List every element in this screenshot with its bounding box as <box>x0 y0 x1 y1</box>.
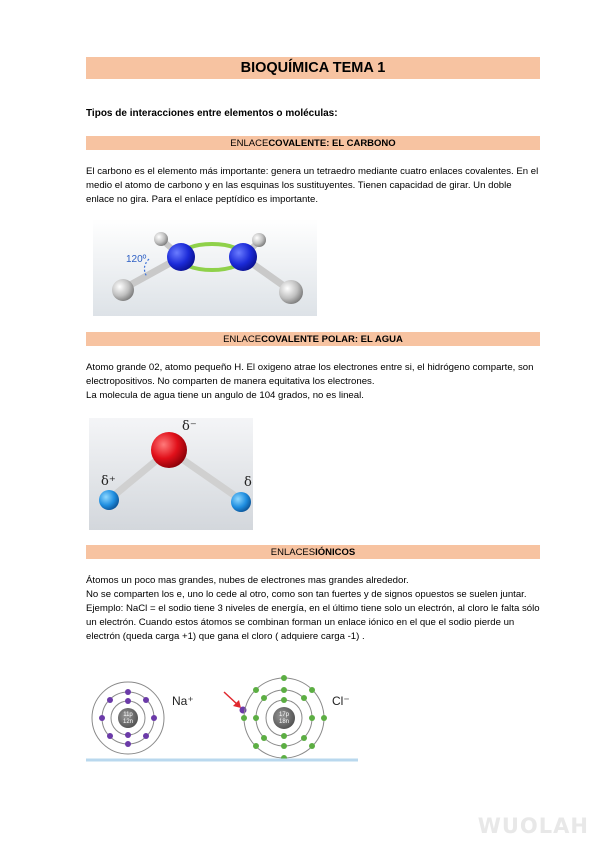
electron <box>253 743 259 749</box>
substituent-atom <box>252 233 266 247</box>
electron <box>301 735 307 741</box>
electron <box>151 715 157 721</box>
nucleus-neutrons: 12n <box>122 719 134 725</box>
section-band-ionicos <box>86 545 540 559</box>
section-text-covalente <box>86 165 542 207</box>
substituent-atom <box>112 279 134 301</box>
electron <box>309 715 315 721</box>
page-title-text: BIOQUÍMICA TEMA 1 <box>240 60 386 76</box>
ionic-bond-figure <box>86 672 358 762</box>
figure-background <box>93 219 317 316</box>
carbon-double-bond-figure <box>93 219 317 316</box>
electron <box>107 733 113 739</box>
section-band-agua <box>86 332 540 346</box>
sodium-atom <box>92 682 164 754</box>
electron <box>253 715 259 721</box>
nucleus-protons: 11p <box>123 712 133 718</box>
hydrogen-atom <box>99 490 119 510</box>
electron <box>309 687 315 693</box>
nucleus-neutrons: 18n <box>278 719 290 725</box>
electron <box>143 733 149 739</box>
electron <box>241 715 247 721</box>
section-text-agua <box>86 361 542 403</box>
electron <box>107 697 113 703</box>
water-molecule-figure <box>89 418 253 530</box>
hydrogen-charge-label-right: δ <box>244 475 252 490</box>
hydrogen-atom <box>231 492 251 512</box>
section-band-bold: COVALENTE: EL CARBONO <box>268 137 396 149</box>
sodium-ion-label: Na⁺ <box>172 694 194 708</box>
electron <box>309 743 315 749</box>
hydrogen-charge-label-left: δ⁺ <box>101 474 116 489</box>
angle-label: 120º <box>126 254 147 265</box>
chlorine-atom <box>241 675 327 761</box>
chloride-ion-label: Cl⁻ <box>332 694 350 708</box>
electron <box>125 732 131 738</box>
section-band-bold: IÓNICOS <box>315 546 356 558</box>
carbon-atom <box>167 243 195 271</box>
transfer-arrow <box>224 692 238 705</box>
section-band-prefix: ENLACE <box>230 137 269 149</box>
electron <box>253 687 259 693</box>
electron <box>281 743 287 749</box>
electron <box>125 689 131 695</box>
nucleus <box>118 708 138 728</box>
oxygen-atom <box>151 432 187 468</box>
paragraph: La molecula de agua tiene un angulo de 104 grados, no es lineal. <box>86 390 364 401</box>
section-text-ionicos <box>86 574 542 644</box>
nucleus <box>273 707 295 729</box>
electron <box>261 695 267 701</box>
electron <box>321 715 327 721</box>
electron <box>301 695 307 701</box>
oxygen-charge-label: δ⁻ <box>182 419 197 434</box>
substituent-atom <box>279 280 303 304</box>
electron <box>281 675 287 681</box>
section-band-prefix: ENLACE <box>223 333 262 345</box>
substituent-atom <box>154 232 168 246</box>
electron <box>125 698 131 704</box>
paragraph: El carbono es el elemento más importante: genera un tetraedro mediante cuatro enlaces covalentes. En el medio el atomo de carbono y en las esquinas los sustituyentes. Tienen capacidad de girar. Un doble enlace no gira. Para el enlace peptídico es importante. <box>86 166 539 205</box>
paragraph: No se comparten los e, uno lo cede al otro, como son tan fuertes y de signos opuestos se suelen juntar. Ejemplo: NaCl = el sodio tiene 3 niveles de energía, en el último tiene solo un electrón, al cloro le falta sólo un electrón. Cuando estos átomos se combinan forman un enlace iónico en el que el sodio pierde un electrón (queda carga +1) que gana el cloro ( adquiere carga -1) . <box>86 589 540 642</box>
electron <box>125 741 131 747</box>
page-title <box>86 57 540 79</box>
paragraph: Átomos un poco mas grandes, nubes de electrones mas grandes alrededor. <box>86 575 409 586</box>
electron <box>143 697 149 703</box>
section-band-bold: COVALENTE POLAR: EL AGUA <box>261 333 403 345</box>
electron <box>281 697 287 703</box>
electron <box>281 733 287 739</box>
nucleus-protons: 17p <box>278 712 290 718</box>
intro-heading: Tipos de interacciones entre elementos o moléculas: <box>86 108 338 119</box>
section-band-covalente <box>86 136 540 150</box>
electron <box>281 687 287 693</box>
electron <box>261 735 267 741</box>
section-band-prefix: ENLACES <box>270 546 316 558</box>
electron <box>99 715 105 721</box>
wuolah-logo: WUOLAH <box>477 814 589 838</box>
carbon-atom <box>229 243 257 271</box>
paragraph: Atomo grande 02, atomo pequeño H. El oxigeno atrae los electrones entre si, el hidrógeno comparte, son electropositivos. No comparten de manera equitativa los electrones. <box>86 362 534 387</box>
